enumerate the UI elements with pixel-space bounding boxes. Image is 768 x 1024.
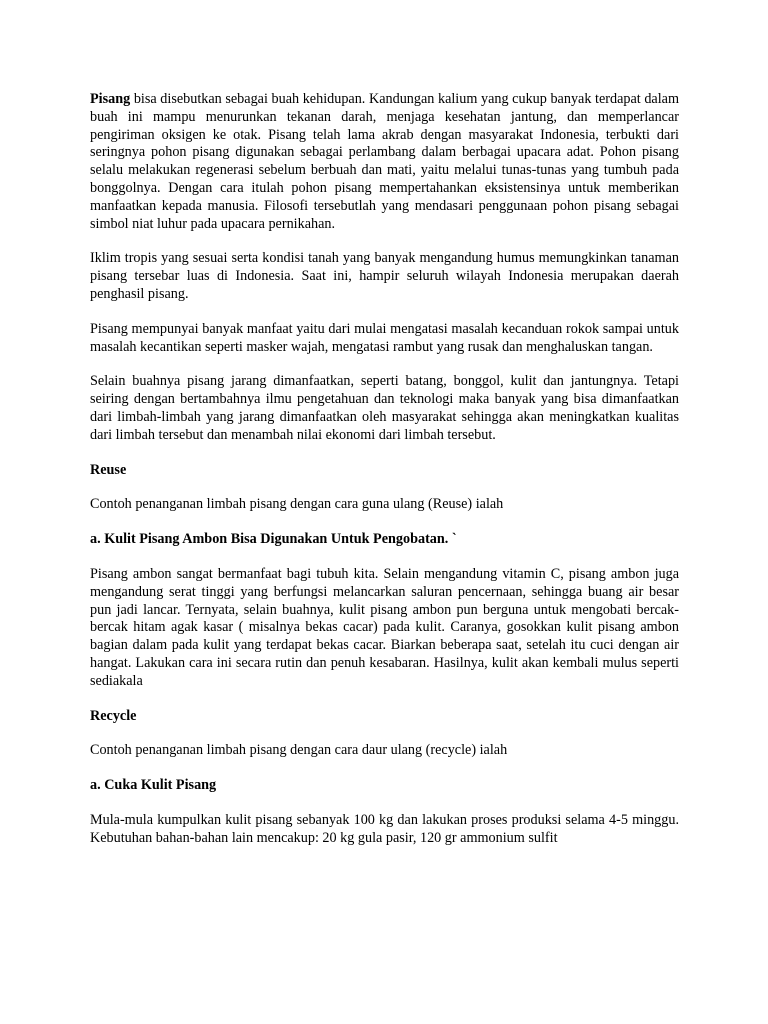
recycle-subheading: a. Cuka Kulit Pisang [90, 777, 217, 794]
recycle-body: Mula-mula kumpulkan kulit pisang sebanyak 100 kg dan lakukan proses produksi selama 4-5 minggu. Kebutuhan bahan-bahan lain mencakup: 20 kg gula pasir, 120 gr ammonium sulfit [90, 811, 679, 846]
paragraph-waste: Selain buahnya pisang jarang dimanfaatkan, seperti batang, bonggol, kulit dan jantungnya. Tetapi seiring dengan bertambahnya ilmu pengetahuan dan teknologi maka banyak yang bisa dimanfaatkan dari limbah-limbah yang jarang dimanfaatkan oleh masyarakat sehingga akan meningkatkan kualitas dari limbah tersebut dan menambah nilai ekonomi dari limbah tersebut. [90, 373, 679, 443]
reuse-subheading: a. Kulit Pisang Ambon Bisa Digunakan Untuk Pengobatan. ` [90, 531, 457, 548]
document-page [90, 91, 679, 865]
paragraph-climate: Iklim tropis yang sesuai serta kondisi tanah yang banyak mengandung humus memungkinkan tanaman pisang tersebar luas di Indonesia. Saat ini, hampir seluruh wilayah Indonesia merupakan daerah penghasil pisang. [90, 250, 679, 302]
reuse-intro: Contoh penanganan limbah pisang dengan cara guna ulang (Reuse) ialah [90, 496, 504, 513]
paragraph-benefits: Pisang mempunyai banyak manfaat yaitu dari mulai mengatasi masalah kecanduan rokok sampai untuk masalah kecantikan seperti masker wajah, mengatasi rambut yang rusak dan menghaluskan tangan. [90, 320, 679, 355]
reuse-body: Pisang ambon sangat bermanfaat bagi tubuh kita. Selain mengandung vitamin C, pisang ambon juga mengandung serat tinggi yang berfungsi melancarkan saluran pencernaan, sehingga buang air besar pun jadi lancar. Ternyata, selain buahnya, kulit pisang ambon pun berguna untuk mengobati bercak-bercak hitam agak kasar ( misalnya bekas cacar) pada kulit. Caranya, gosokkan kulit pisang ambon bagian dalam pada kulit yang terdapat bekas cacar. Biarkan beberapa saat, setelah itu cuci dengan air hangat. Lakukan cara ini secara rutin dan penuh kesabaran. Hasilnya, kulit akan kembali mulus seperti sediakala [90, 565, 679, 689]
paragraph-intro [90, 91, 679, 233]
paragraph-intro-lead: Pisang [90, 91, 131, 107]
recycle-intro: Contoh penanganan limbah pisang dengan cara daur ulang (recycle) ialah [90, 742, 508, 759]
paragraph-intro-body: bisa disebutkan sebagai buah kehidupan. Kandungan kalium yang cukup banyak terdapat dalam buah ini mampu menurunkan tekanan darah, menjaga kesehatan jantung, dan memperlancar pengiriman oksigen ke otak. Pisang telah lama akrab dengan masyarakat Indonesia, terbukti dari seringnya pohon pisang digunakan sebagai perlambang dalam berbagai upacara adat. Pohon pisang selalu melakukan regenerasi sebelum berbuah dan mati, yaitu melalui tunas-tunas yang tumbuh pada bonggolnya. Dengan cara itulah pohon pisang mempertahankan eksistensinya untuk memberikan manfaatkan kepada manusia. Filosofi tersebutlah yang mendasari penggunaan pohon pisang sebagai simbol niat luhur pada upacara pernikahan. [90, 91, 679, 232]
recycle-heading: Recycle [90, 707, 137, 724]
reuse-heading: Reuse [90, 461, 127, 478]
